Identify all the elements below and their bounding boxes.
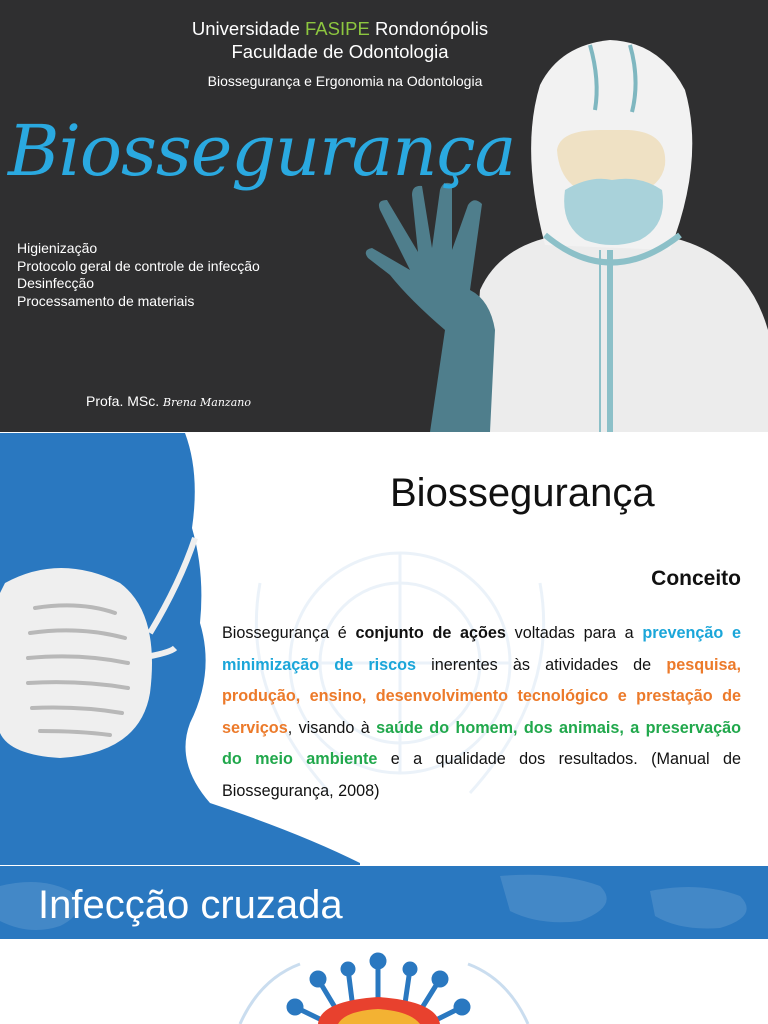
topic-item: Processamento de materiais — [17, 292, 195, 309]
university-prefix: Universidade — [191, 18, 300, 39]
topic-list — [17, 240, 260, 310]
university-line — [0, 17, 680, 40]
slide-concept — [0, 433, 768, 865]
university-city: Rondonópolis — [374, 18, 489, 39]
professor-signature: Brena Manzano — [163, 396, 251, 409]
text-run: inerentes às atividades de — [416, 655, 667, 674]
course-name: Biossegurança e Ergonomia na Odontologia — [207, 73, 483, 89]
slide-subtitle: Conceito — [651, 567, 741, 590]
text-run: Biossegurança é — [222, 624, 356, 642]
professor-credit — [86, 393, 251, 409]
text-run-orange: pesquisa, produção, ensino, desenvolvimento tecnológico e prestação de serviços — [222, 655, 741, 737]
protective-suit-illustration — [0, 0, 768, 432]
concept-paragraph — [222, 618, 741, 807]
text-run-bold: conjunto de ações — [355, 624, 506, 642]
text-run-green: saúde do homem, dos animais, a preservação do meio ambiente — [222, 718, 741, 768]
topic-item: Desinfecção — [17, 275, 95, 291]
topic-item: Higienização — [17, 240, 98, 256]
slide-cover — [0, 0, 768, 432]
cover-title: Biossegurança — [8, 110, 516, 192]
slide-title: Biossegurança — [390, 471, 655, 515]
faculty-name: Faculdade de Odontologia — [231, 41, 449, 62]
slide-cross-infection — [0, 866, 768, 1024]
text-run: , visando à — [287, 718, 377, 737]
text-run-blue: prevenção e minimização de riscos — [222, 624, 741, 674]
text-run: voltadas para a — [505, 624, 643, 642]
text-run: e a qualidade dos resultados. (Manual de Biossegurança, 2008) — [222, 750, 741, 800]
professor-prefix: Profa. MSc. — [86, 393, 160, 409]
slide-title: Infecção cruzada — [38, 883, 343, 927]
topic-item: Protocolo geral de controle de infecção — [17, 257, 260, 274]
virus-illustration — [0, 939, 768, 1024]
university-brand: FASIPE — [305, 18, 370, 39]
